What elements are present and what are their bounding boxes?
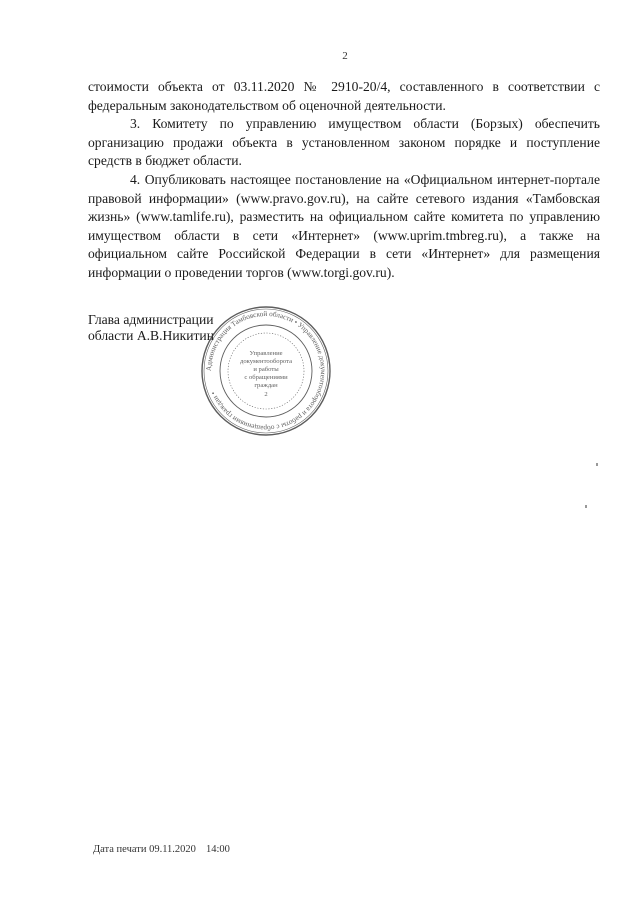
seal-inner-line: с обращениями — [244, 374, 288, 381]
scan-artifact-mark — [585, 505, 587, 508]
print-time: 14:00 — [205, 844, 230, 855]
print-date-footer — [93, 844, 230, 855]
seal-inner-line: 2 — [264, 391, 268, 398]
seal-inner-line: и работы — [253, 366, 279, 373]
signature-name: области А.В.Никитин — [88, 328, 214, 343]
paragraph-item-4: 4. Опубликовать настоящее постановление на «Официальном интернет-портале правовой информации» (www.pravo.gov.ru), на сайте сетевого издания «Тамбовская жизнь» (www.tamlife.ru), разместить на официальном сайте комитета по управлению имуществом области в сети «Интернет» (www.uprim.tmbreg.ru), а также на официальном сайте Российской Федерации в сети «Интернет» для размещения информации о проведении торгов (www.torgi.gov.ru). — [88, 171, 600, 280]
seal-outer-text: Администрация Тамбовской области • Управление документооборота и работы с обращениями граждан • — [204, 309, 328, 433]
seal-inner-line: документооборота — [239, 358, 293, 365]
scan-artifact-mark — [596, 463, 598, 466]
signature-block — [88, 312, 214, 344]
paragraph-continuation: стоимости объекта от 03.11.2020 № 2910-20/4, составленного в соответствии с федеральным законодательством об оценочной деятельности. — [88, 79, 600, 113]
official-seal-stamp — [200, 305, 332, 437]
seal-inner-line: Управление — [249, 350, 283, 357]
print-date-label: Дата печати 09.11.2020 — [93, 844, 196, 855]
seal-inner-line: граждан — [254, 382, 278, 389]
signature-title: Глава администрации — [88, 312, 214, 327]
document-body — [88, 78, 600, 283]
paragraph-item-3: 3. Комитету по управлению имуществом области (Борзых) обеспечить организацию продажи объекта в установленном законом порядке и поступление средств в бюджет области. — [88, 116, 600, 169]
page-number: 2 — [342, 50, 348, 62]
